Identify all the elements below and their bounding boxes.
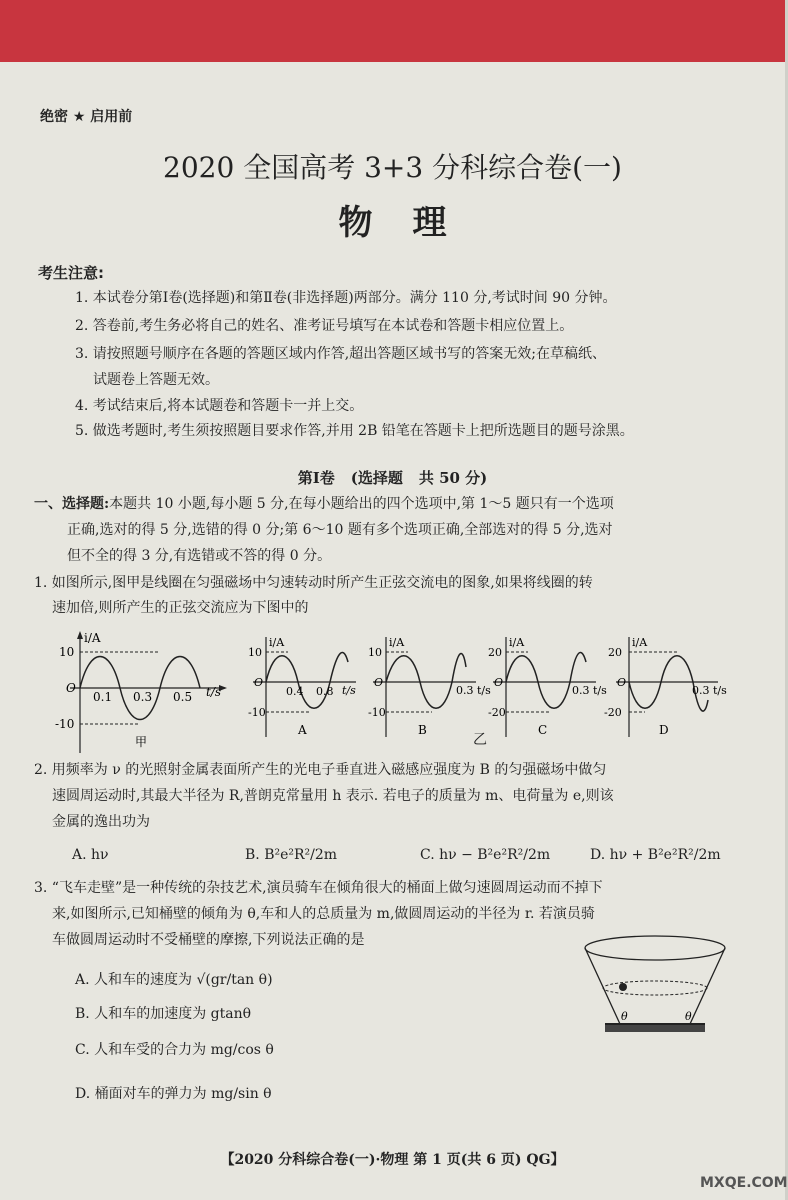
q3-text-line2: 来,如图所示,已知桶壁的倾角为 θ,车和人的总质量为 m,做圆周运动的半径为 r. 若演员骑 [52,906,595,922]
subject-title: 物理 [338,203,487,243]
graph-jia [55,628,235,758]
graph-a-tick: 0.4 [286,685,304,698]
graph-jia-tick: 0.5 [173,690,193,704]
part-intro-lead: 一、选择题: [34,496,110,512]
graph-b-ylabel: i/A [389,636,405,649]
section-name: 第Ⅰ卷 [297,469,335,487]
section-heading [0,468,785,488]
watermark: MXQE.COM [700,1175,788,1191]
graph-c-tick: 0.3 t/s [572,684,607,697]
graph-b-ymin: -10 [368,706,386,719]
graph-a-xlabel: t/s [342,684,356,697]
graph-jia-ylabel: i/A [84,631,101,645]
note-item-cont: 试题卷上答题无效。 [93,372,219,388]
graph-jia-tick: 0.1 [93,690,113,704]
graph-jia-caption: 甲 [135,735,148,749]
graph-jia-tick: 0.3 [133,690,153,704]
graph-d-origin: O [617,676,627,689]
graph-d-tick: 0.3 t/s [692,684,727,697]
q2-text-line3: 金属的逸出功为 [52,814,150,830]
angle-label: θ [621,1010,628,1023]
graph-b [368,632,491,742]
graph-jia-xlabel: t/s [206,685,222,699]
graph-a-ymax: 10 [248,646,262,659]
q3-option-d: D. 桶面对车的弹力为 mg/sin θ [75,1086,272,1102]
angle-label: θ [685,1010,692,1023]
q1-text-line2: 速加倍,则所产生的正弦交流应为下图中的 [52,600,309,616]
q1-text-line1: 1. 如图所示,图甲是线圈在匀强磁场中匀速转动时所产生正弦交流电的图象,如果将线圈的转 [34,575,593,591]
graph-a-ymin: -10 [248,706,266,719]
graph-d-ymax: 20 [608,646,622,659]
q2-option-d: D. hν + B²e²R²/2m [590,847,721,863]
graph-b-tick: 0.3 t/s [456,684,491,697]
note-item: 2. 答卷前,考生务必将自己的姓名、准考证号填写在本试卷和答题卡相应位置上。 [75,318,574,334]
q3-option-c: C. 人和车受的合力为 mg/cos θ [75,1042,274,1058]
part-intro-text: 本题共 10 小题,每小题 5 分,在每小题给出的四个选项中,第 1～5 题只有一个选项 [109,496,614,512]
bowl-diagram [575,930,735,1040]
graph-c-ymin: -20 [488,706,506,719]
q3-option-b: B. 人和车的加速度为 gtanθ [75,1006,252,1022]
notes-heading: 考生注意: [38,264,104,282]
graph-b-ymax: 10 [368,646,382,659]
part-intro-line1 [34,494,614,514]
graph-c-origin: O [494,676,504,689]
page-footer: 【2020 分科综合卷(一)·物理 第 1 页(共 6 页) QG】 [220,1152,565,1168]
graph-c-ymax: 20 [488,646,502,659]
graph-a-ylabel: i/A [269,636,285,649]
graph-jia-ymin: -10 [55,717,75,731]
graph-d-ylabel: i/A [632,636,648,649]
section-type: (选择题 [350,469,403,487]
graph-d [604,632,727,742]
part-intro-line2: 正确,选对的得 5 分,选错的得 0 分;第 6～10 题有多个选项正确,全部选对的得 5 分,选对 [67,522,613,538]
rider-icon [619,983,627,991]
graph-d-ymin: -20 [604,706,622,719]
q2-option-b: B. B²e²R²/2m [245,847,338,863]
q2-text-line2: 速圆周运动时,其最大半径为 R,普朗克常量用 h 表示. 若电子的质量为 m、电荷量为 e,则该 [52,788,614,804]
q2-text-line1: 2. 用频率为 ν 的光照射金属表面所产生的光电子垂直进入磁感应强度为 B 的匀强磁场中做匀 [34,762,607,778]
note-item: 1. 本试卷分第Ⅰ卷(选择题)和第Ⅱ卷(非选择题)两部分。满分 110 分,考试时间 90 分钟。 [75,290,617,306]
graph-a [248,632,360,742]
note-item: 4. 考试结束后,将本试题卷和答题卡一并上交。 [75,398,364,414]
graph-c-caption: C [538,723,548,737]
graph-c-ylabel: i/A [509,636,525,649]
graph-a-origin: O [254,676,264,689]
part-intro-line3: 但不全的得 3 分,有选错或不答的得 0 分。 [67,548,332,564]
q3-text-line1: 3. “飞车走壁”是一种传统的杂技艺术,演员骑车在倾角很大的桶面上做匀速圆周运动而不掉下 [34,880,603,896]
q3-text-line3: 车做圆周运动时不受桶壁的摩擦,下列说法正确的是 [52,932,365,948]
confidential-label: 绝密 ★ 启用前 [40,109,133,125]
graph-b-caption: B [418,723,427,737]
section-total: 共 50 分) [418,469,488,487]
graph-b-origin: O [374,676,384,689]
graph-jia-origin: O [66,681,76,695]
graph-c [488,632,607,742]
graph-a-tick: 0.8 [316,685,334,698]
q3-option-a: A. 人和车的速度为 √(gr/tan θ) [75,972,273,988]
graph-a-caption: A [298,723,307,737]
note-item: 3. 请按照题号顺序在各题的答题区域内作答,超出答题区域书写的答案无效;在草稿纸、 [75,346,606,362]
q2-option-c: C. hν − B²e²R²/2m [420,847,551,863]
graph-jia-ymax: 10 [59,645,75,659]
note-item: 5. 做选考题时,考生须按照题目要求作答,并用 2B 铅笔在答题卡上把所选题目的题号涂黑。 [75,423,634,439]
graph-yi-caption: 乙 [473,732,487,748]
exam-title: 2020 全国高考 3+3 分科综合卷(一) [163,151,622,184]
q2-option-a: A. hν [72,847,109,863]
graph-d-caption: D [659,723,669,737]
